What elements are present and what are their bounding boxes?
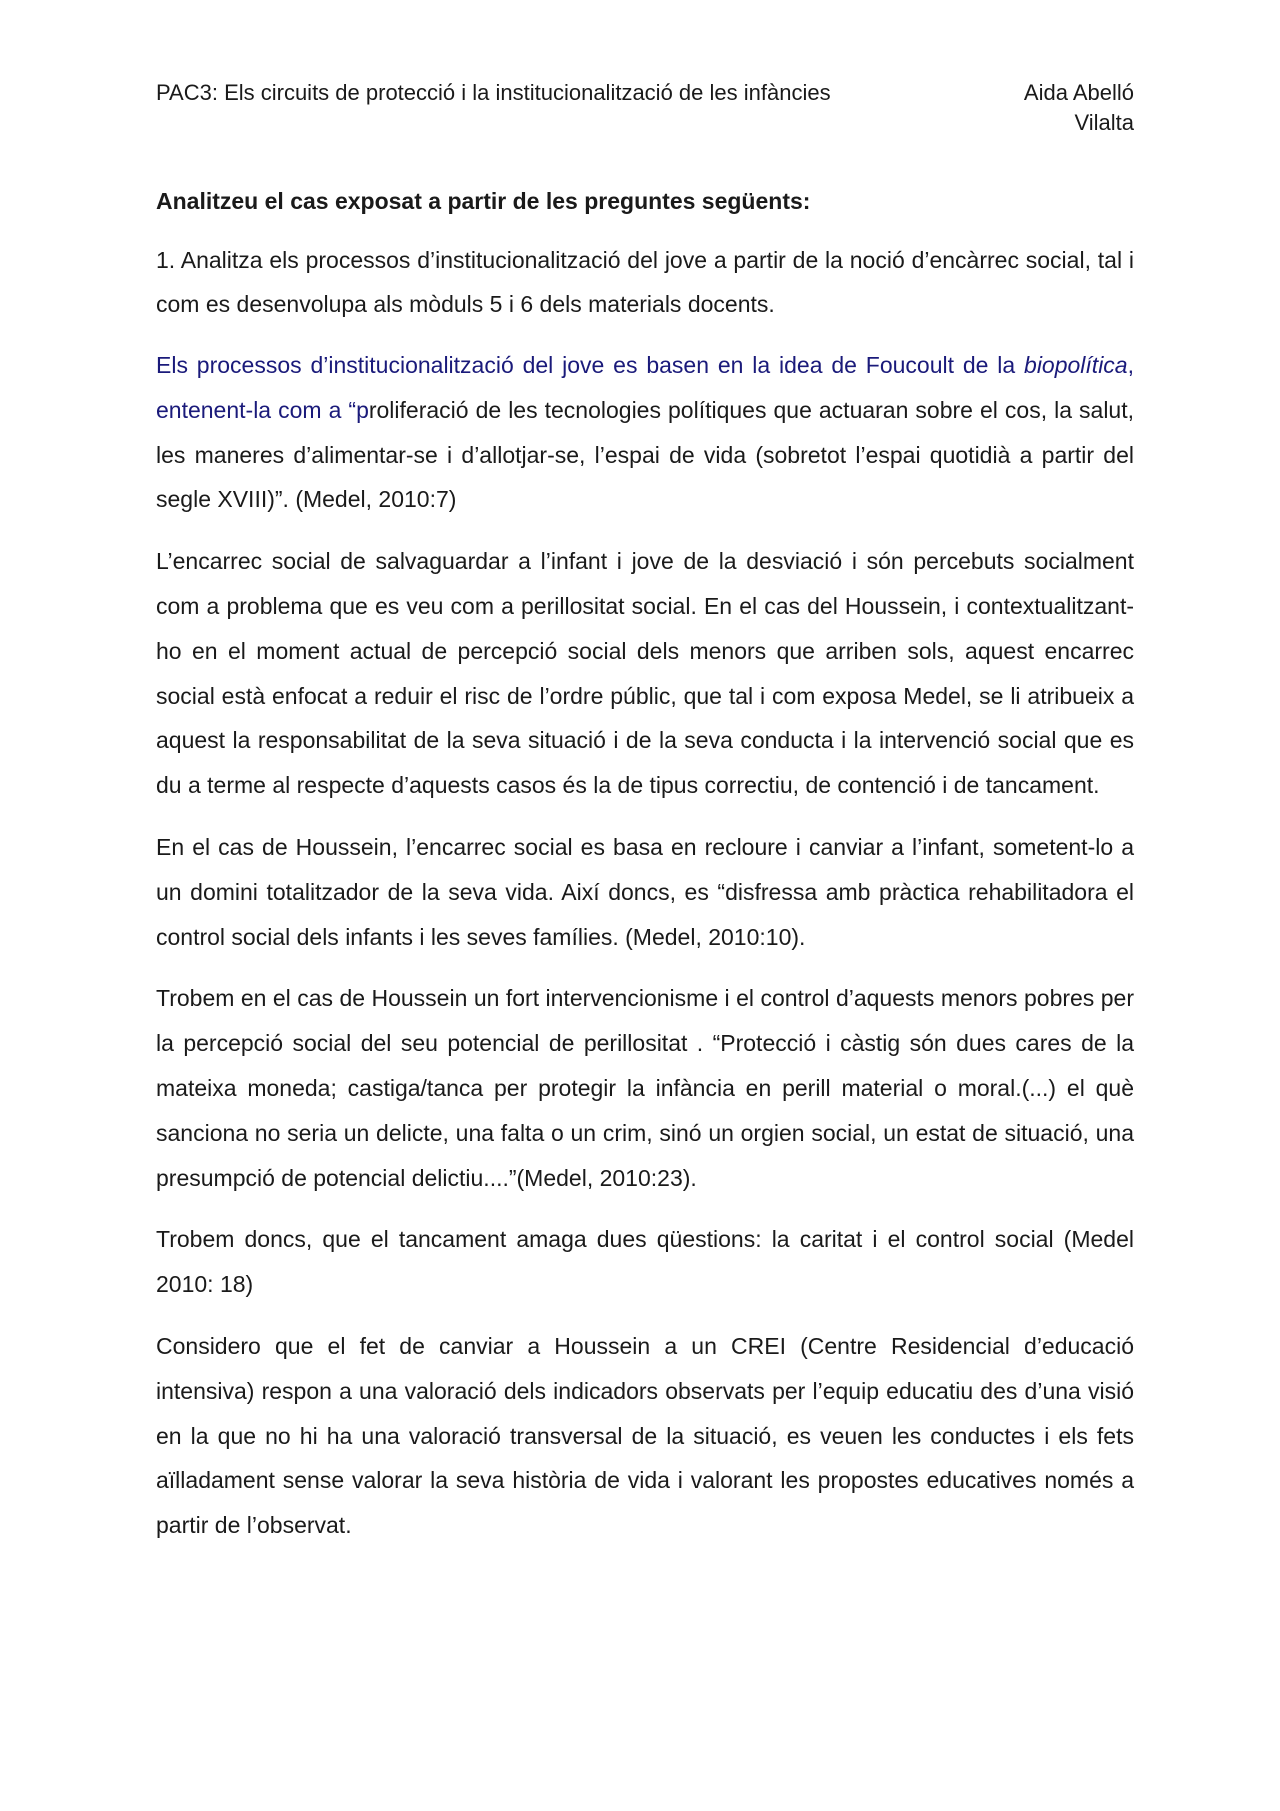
paragraph-rest: roliferació de les tecnologies polítiques que actuaran sobre el cos, la salut, les maneres d’alimentar-se i d’allotjar-se, l’espai de vida (sobretot l’espai quotidià a partir del segle XVIII)”. (Medel, 2010:7) <box>156 396 1135 513</box>
header-title: PAC3: Els circuits de protecció i la institucionalització de les infàncies <box>156 80 831 105</box>
document-page <box>156 78 1134 1548</box>
paragraph-crei: Considero que el fet de canviar a Houssein a un CREI (Centre Residencial d’educació intensiva) respon a una valoració dels indicadors observats per l’equip educatiu des d’una visió en la que no hi ha una valoració transversal de la situació, es veuen les conductes i els fets aïlladament sense valorar la seva història de vida i valorant les propostes educatives només a partir de l’observat. <box>156 1332 1134 1539</box>
page-header <box>156 78 1134 138</box>
paragraph-social-mandate: L’encarrec social de salvaguardar a l’infant i jove de la desviació i són percebuts socialment com a problema que es veu com a perillositat social. En el cas del Houssein, i contextualitzant-ho en el moment actual de percepció social dels menors que arriben sols, aquest encarrec social està enfocat a reduir el risc de l’ordre públic, que tal i com exposa Medel, se li atribueix a aquest la responsabilitat de la seva situació i de la seva conducta i la intervenció social que es du a terme al respecte d’aquests casos és la de tipus correctiu, de contenció i de tancament. <box>156 548 1134 799</box>
paragraph-blue-intro: Els processos d’institucionalització del jove es basen en la idea de Foucoult de la <box>156 352 1025 378</box>
section-heading: Analitzeu el cas exposat a partir de les preguntes següents: <box>156 188 811 214</box>
paragraph-biopolitics <box>156 343 1134 522</box>
paragraph-blue-italic: biopolítica <box>1024 352 1128 378</box>
paragraph-houssein-case: En el cas de Houssein, l’encarrec social es basa en recloure i canviar a l’infant, sometent-lo a un domini totalitzador de la seva vida. Així doncs, es “disfressa amb pràctica rehabilitadora el control social dels infants i les seves famílies. (Medel, 2010:10). <box>156 833 1134 950</box>
header-author: Aida Abelló Vilalta <box>1023 80 1134 135</box>
question-text: 1. Analitza els processos d’institucionalització del jove a partir de la noció d’encàrrec social, tal i com es desenvolupa als mòduls 5 i 6 dels materials docents. <box>156 247 1134 317</box>
paragraph-blue-mid: , entenent-la com a “p <box>156 352 1134 423</box>
paragraph-interventionism: Trobem en el cas de Houssein un fort intervencionisme i el control d’aquests menors pobres per la percepció social del seu potencial de perillositat . “Protecció i càstig són dues cares de la mateixa moneda; castiga/tanca per protegir la infància en perill material o moral.(...) el què sanciona no seria un delicte, una falta o un crim, sinó un orgien social, un estat de situació, una presumpció de potencial delictiu....”(Medel, 2010:23). <box>156 985 1134 1191</box>
paragraph-confinement: Trobem doncs, que el tancament amaga dues qüestions: la caritat i el control social (Medel 2010: 18) <box>156 1226 1134 1298</box>
